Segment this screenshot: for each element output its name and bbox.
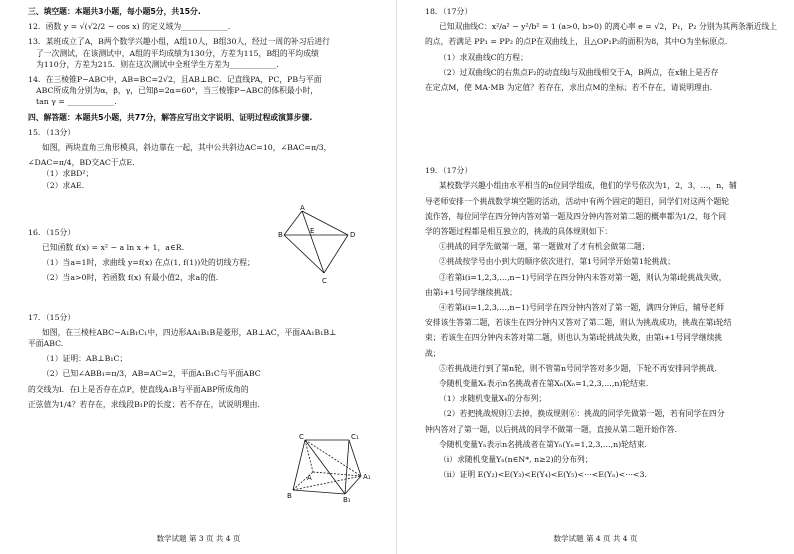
question-19-part-1: （1）求随机变量X₄的分布列； bbox=[439, 394, 547, 404]
label-c: C bbox=[322, 277, 327, 285]
question-19-rule-3a: ③若第i(i=1,2,3,…,n−1)号同学在四分钟内未答对第一题，则认为第i轮挑战失败， bbox=[439, 272, 727, 282]
page-footer-3: 数学试题 第 3 页 共 4 页 bbox=[156, 534, 241, 543]
label-c: C bbox=[299, 433, 304, 441]
label-a: A bbox=[307, 474, 312, 482]
question-19-rule-3b: 由第i+1号同学继续挑战； bbox=[425, 287, 517, 297]
figure-q15-quadrilateral bbox=[280, 205, 360, 289]
question-14-line-3: tan γ = ____________. bbox=[36, 97, 117, 107]
question-16-part-2: （2）当a>0时，若函数 f(x) 有最小值2，求a的值. bbox=[42, 273, 219, 283]
question-15-line-2: ∠DAC=π/4，BD交AC于点E. bbox=[28, 158, 135, 168]
question-13-line-3: 为110分，方差为215．则在这次测试中全班学生方差为____________. bbox=[36, 59, 279, 69]
question-18-part-1: （1）求双曲线C的方程； bbox=[439, 52, 528, 62]
section-title-solutions: 四、解答题：本题共5小题，共77分，解答应写出文字说明、证明过程或演算步骤. bbox=[28, 112, 313, 122]
figure-q17-prism bbox=[285, 432, 385, 508]
question-19-part-2c: 令随机变量Yₙ表示n名挑战者在第Yₙ(Yₙ=1,2,3,…,n)轮结束. bbox=[439, 439, 648, 449]
label-b: B bbox=[287, 492, 292, 500]
question-16-header: 16．（15分） bbox=[28, 227, 76, 237]
question-19-line-3: 流作答，每位同学在四分钟内答对第一题及四分钟内答对第二题的概率都为1/2，每个同 bbox=[425, 211, 727, 221]
page-footer-4: 数学试题 第 4 页 共 4 页 bbox=[553, 534, 638, 543]
label-c1: C₁ bbox=[351, 433, 359, 441]
question-18-header: 18．（17分） bbox=[425, 7, 473, 16]
question-19-line-1: 某校数学兴趣小组由水平相当的n位同学组成，他们的学号依次为1，2，3，…，n，辅 bbox=[439, 181, 737, 191]
question-18-line-1: 已知双曲线C：x²/a² − y²/b² = 1 (a>0, b>0) 的离心率 e = √2，P₁，P₂ 分别为其两条渐近线上 bbox=[439, 22, 777, 32]
question-19-rule-5: ⑤若挑战进行到了第n轮，则不管第n号同学答对多少题，下轮不再安排同学挑战. bbox=[439, 363, 717, 373]
question-17-part-2: （2）已知∠ABB₁=π/3，AB=AC=2，平面A₁B₁C与平面ABC bbox=[42, 369, 261, 379]
exam-page-4 bbox=[397, 0, 794, 554]
question-19-line-2: 导老师安排一个挑战数学填空题的活动，活动中有两个固定的题目，同学们对这两个题轮 bbox=[425, 196, 730, 206]
question-17-line-1: 如图，在三棱柱ABC−A₁B₁C₁中，四边形AA₁B₁B是菱形，AB⊥AC，平面AA₁B₁B⊥ bbox=[42, 327, 337, 337]
question-19-rule-4d: 战； bbox=[425, 348, 441, 358]
question-17-line-2: 平面ABC. bbox=[28, 339, 64, 349]
question-19-rule-4b: 安排该生答第二题，若该生在四分钟内又答对了第二题，则认为挑战成功，挑战在第i轮结 bbox=[425, 318, 732, 328]
question-17-header: 17．（15分） bbox=[28, 312, 76, 322]
label-b: B bbox=[278, 231, 283, 239]
label-d: D bbox=[350, 231, 356, 239]
question-18-part-2-cont: 在定点M，使 MA·MB 为定值？若存在，求出点M的坐标；若不存在，请说明理由. bbox=[425, 83, 713, 93]
question-13-line-1: 13．某班成立了A，B两个数学兴趣小组，A组10人，B组30人，经过一周的补习后进行 bbox=[28, 37, 330, 47]
question-15-part-2: （2）求AE. bbox=[42, 180, 85, 190]
question-19-part-2d: （i）求随机变量Yₙ(n∈N*, n≥2)的分布列； bbox=[439, 455, 593, 465]
question-19-part-2e: （ii）证明 E(Y₂)<E(Y₃)<E(Y₄)<E(Y₅)<⋯<E(Yₙ)<⋯<3. bbox=[439, 470, 647, 480]
question-19-rule-1: ①挑战的同学先做第一题，第一题做对了才有机会做第二题； bbox=[439, 242, 650, 252]
question-15-header: 15．（13分） bbox=[28, 127, 76, 137]
question-17-line-4: 正弦值为1/4？若存在，求线段B₁P的长度；若不存在，试说明理由. bbox=[28, 399, 260, 409]
question-14-line-1: 14．在三棱锥P−ABC中，AB=BC=2√2，且AB⊥BC．记直线PA，PC，PB与平面 bbox=[28, 75, 322, 85]
question-12: 12．函数 y = √(√2/2 − cos x) 的定义域为____________. bbox=[28, 22, 231, 32]
segment-ac bbox=[302, 211, 324, 273]
question-19-line-4: 学的答题过程都是相互独立的，挑战的具体规则如下： bbox=[425, 227, 613, 237]
question-16-part-1: （1）当a=1时，求曲线 y=f(x) 在点(1, f(1))处的切线方程； bbox=[42, 258, 255, 268]
question-13-line-2: 了一次测试，在该测试中，A组的平均成绩为130分，方差为115，B组的平均成绩 bbox=[36, 48, 319, 58]
question-19-header: 19．（17分） bbox=[425, 166, 473, 176]
question-16-line-1: 已知函数 f(x) = x² − a ln x + 1，a∈R. bbox=[42, 243, 185, 253]
question-17-line-3: 的交线为l．在l上是否存在点P，使直线A₁B与平面ABP所成角的 bbox=[28, 384, 249, 394]
question-17-part-1: （1）证明：AB⊥B₁C； bbox=[42, 354, 128, 364]
question-19-rule-6: 令随机变量Xₙ表示n名挑战者在第Xₙ(Xₙ=1,2,3,…,n)轮结束. bbox=[439, 379, 649, 389]
question-14-line-2: ABC所成角分别为α，β，γ，已知β=2α=60°，当三棱锥P−ABC的体积最小时， bbox=[36, 86, 319, 96]
segment-dc bbox=[324, 235, 348, 273]
segment-ab bbox=[284, 211, 302, 235]
question-18-part-2: （2）过双曲线C的右焦点F₂的动直线l与双曲线相交于A，B两点，在x轴上是否存 bbox=[439, 67, 719, 77]
question-19-part-2a: （2）若把挑战规则①去掉，换成规则⑥：挑战的同学先做第一题，若有同学在四分 bbox=[439, 409, 725, 419]
question-15-part-1: （1）求BD²； bbox=[42, 169, 94, 179]
question-19-rule-4c: 束；若该生在四分钟内未答对第二题，则也认为第i轮挑战失败，由第i+1号同学继续挑 bbox=[425, 333, 723, 343]
section-title-fill-blank: 三、填空题：本题共3小题，每小题5分，共15分. bbox=[28, 7, 201, 16]
question-19-rule-2: ②挑战按学号由小到大的顺序依次进行，第1号同学开始第1轮挑战； bbox=[439, 257, 676, 267]
label-e: E bbox=[310, 227, 315, 235]
question-19-part-2b: 钟内答对了第一题，以后挑战的同学不做第一题，直接从第二题开始作答. bbox=[425, 424, 677, 434]
label-a: A bbox=[300, 204, 305, 212]
segment-bc bbox=[284, 235, 324, 273]
question-15-line-1: 如图，两块直角三角形模具，斜边靠在一起，其中公共斜边AC=10，∠BAC=π/3， bbox=[42, 143, 332, 153]
question-19-rule-4a: ④若第i(i=1,2,3,…,n−1)号同学在四分钟内答对了第一题，满四分钟后，辅导老师 bbox=[439, 303, 725, 313]
label-b1: B₁ bbox=[343, 496, 351, 504]
label-a1: A₁ bbox=[363, 473, 371, 481]
question-18-line-2: 的点，若满足 PP₁ = PP₂ 的点P在双曲线上，且△OP₁P₂的面积为8，其中O为坐标原点. bbox=[425, 37, 728, 47]
